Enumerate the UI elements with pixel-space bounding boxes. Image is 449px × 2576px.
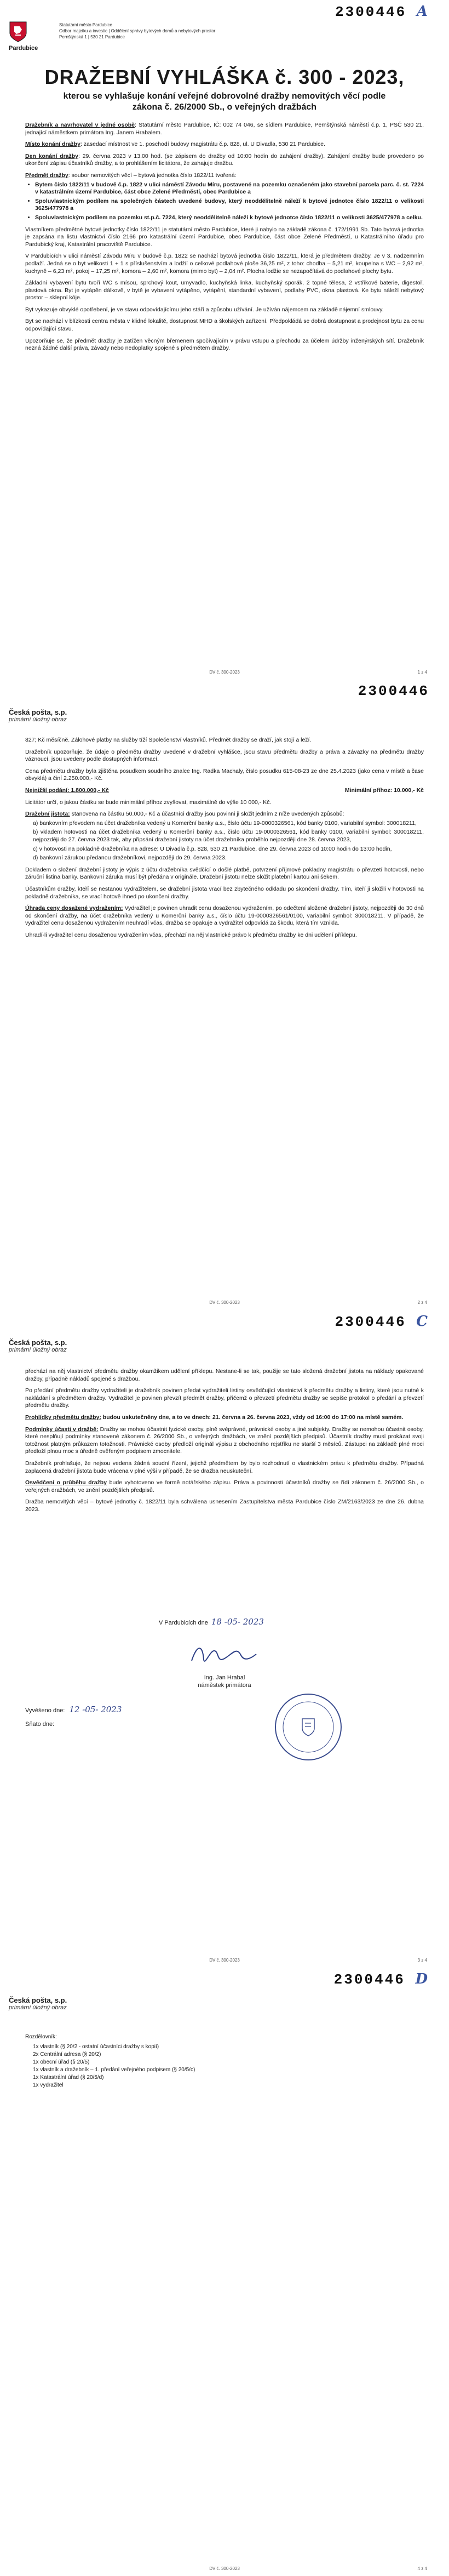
list-item: 1x Katastrální úřad (§ 20/5/d) — [33, 2075, 104, 2081]
page-number: 2300446 D — [333, 1971, 429, 1988]
footer-page-count: 4 z 4 — [417, 2566, 427, 2571]
paragraph-odhad: Dražebník upozorňuje, že údaje o předmětu dražby uvedené v dražební vyhlášce, jsou stavu předmětu dražby a práva a závazky na předmětu dražby váznoucí, jsou uvedeny podle dostupných informací. — [25, 748, 424, 763]
document-page-3 — [0, 1310, 449, 1968]
footer-page-count: 1 z 4 — [417, 670, 427, 675]
page-4-body — [25, 2033, 424, 2089]
minimalni-prihoz: Minimální příhoz: 10.000,- Kč — [344, 787, 424, 794]
list-item: 2x Centrální adresa (§ 20/2) — [33, 2051, 101, 2058]
paragraph-podminky: Podmínky účasti v dražbě: Dražby se mohou účastnit fyzické osoby, plně svéprávné, právnické osoby a jiné subjekty. Dražby se nemohou účastnit osoby, které nesplňují podmínky stanovené zákonem č. 26/2000 Sb., o veřejných dražbách, ve znění pozdějších předpisů. Účastník dražby musí prokázat svoji totožnost platným průkazem totožnosti. Právnické osoby předloží originál výpisu z obchodního rejstříku ne starší 3 měsíců. Zástupci na základě plné moci předloží plnou moc s úředně ověřeným podpisem zmocnitele. — [25, 1426, 424, 1455]
header-line: Statutární město Pardubice — [59, 22, 112, 27]
paragraph-vraceni: Účastníkům dražby, kteří se nestanou vydražitelem, se dražební jistota vrací bez zbytečného odkladu po skončení dražby. Tím, kteří ji složili v hotovosti na pokladně dražebníka, se vrací hotově ihned po ukončení dražby. — [25, 885, 424, 900]
footer-doc-id: DV č. 300-2023 — [209, 1958, 240, 1963]
paragraph-zmena: Uhradí-li vydražitel cenu dosaženou vydražením včas, přechází na něj vlastnické právo k předmětu dražby ke dni udělení příklepu. — [25, 931, 357, 938]
paragraph-jistota: Dražební jistota: stanovena na částku 50.000,- Kč a účastníci dražby jsou povinni ji složit jedním z níže uvedených způsobů: — [25, 811, 344, 818]
city-coat-of-arms-icon — [9, 21, 27, 43]
paragraph-licitator: Licitátor určí, o jakou částku se bude minimální příhoz zvyšovat, maximálně do výše 10 000,- Kč. — [25, 799, 272, 806]
paragraph-predmet: Předmět dražby: soubor nemovitých věcí – bytová jednotka číslo 1822/11 tvořená: — [25, 172, 237, 179]
page-number: 2300446 — [358, 683, 429, 699]
page-number-mark: C — [416, 1313, 429, 1330]
paragraph-prechod: přechází na něj vlastnictví předmětu dražby okamžikem udělení příklepu. Nestane-li se tak, použije se tato složená dražební jistota na náklady opakované dražby, případně nákladů spojené s dražbou. — [25, 1368, 424, 1382]
page-1-body — [25, 122, 424, 357]
posted-line: Vyvěšeno dne: 12 -05- 2023 — [25, 1705, 122, 1714]
company-subtitle: primární úložný obraz — [9, 716, 67, 723]
list-item: 1x obecní úřad (§ 20/5) — [33, 2059, 90, 2065]
list-item: b) vkladem hotovosti na účet dražebníka vedený u Komerční banky a.s., číslo účtu 19-0000326561, kód banky 0100, variabilní symbol: 300018211, nejpozději do 27. června 2023 tak, aby připsání dražební jistoty na účet dražebníka proběhlo nejpozději dne 28. června 2023, — [33, 829, 424, 843]
signature-date: 18 -05- 2023 — [211, 1617, 264, 1627]
list-item: 1x vlastník (§ 20/2 - ostatní účastníci dražby s kopií) — [33, 2044, 159, 2050]
org-name: Pardubice — [9, 45, 38, 52]
paragraph-stav: Byt vykazuje obvyklé opotřebení, je ve stavu odpovídajícímu jeho stáří a způsobu užívání. Je užíván nájemcem na základě nájemní smlouvy. — [25, 306, 384, 313]
posted-date: 12 -05- 2023 — [69, 1705, 122, 1714]
list-item: 1x vydražitel — [33, 2082, 64, 2088]
company-name: Česká pošta, s.p. — [9, 1338, 67, 1347]
rozdelovnik-list — [25, 2043, 424, 2089]
signatory-title: náměstek primátora — [198, 1682, 251, 1689]
footer-page-count: 3 z 4 — [417, 1958, 427, 1963]
page-3-body — [25, 1368, 424, 1518]
paragraph-doklad: Dokladem o složení dražební jistoty je výpis z účtu dražebníka svědčící o došlé platbě, potvrzení příjmové pokladny magistrátu o převzetí hotovosti, nebo záruční listina banky. Bankovní záruka musí být předána v originále. Dražební jistotu nelze složit platební kartou ani šekem. — [25, 866, 424, 881]
document-page-1 — [0, 0, 449, 680]
post-header — [9, 1338, 67, 1353]
paragraph-osvedceni: Osvědčení o průběhu dražby bude vyhotoveno ve formě notářského zápisu. Práva a povinnosti účastníků dražby se řídí zákonem č. 26/2000 Sb., o veřejných dražbách, ve znění pozdějších předpisů. — [25, 1479, 424, 1494]
page-number-mark: A — [416, 3, 429, 20]
paragraph-cena: Cena předmětu dražby byla zjištěna posudkem soudního znalce Ing. Radka Machaly, číslo posudku 615-08-23 ze dne 25.4.2023 (jako cena v místě a čase obvyklá) a činí 2.250.000,- Kč. — [25, 767, 424, 782]
paragraph-podani — [25, 787, 424, 795]
footer-doc-id: DV č. 300-2023 — [209, 670, 240, 675]
list-item: c) v hotovosti na pokladně dražebníka na adrese: U Divadla č.p. 828, 530 21 Pardubice, dne 29. června 2023 od 10:00 hodin do 13:00 hodin, — [33, 845, 392, 852]
company-name: Česká pošta, s.p. — [9, 1996, 67, 2004]
paragraph-zakladni: Základní vybavení bytu tvoří WC s mísou, sprchový kout, umyvadlo, kuchyňská linka, kuchyňský sporák, 2 topné tělesa, 2 vstřikové baterie, digestoř, plastová okna. Byt je vytápěn dálkově, v bytě je vybavení vytápěno, vytápění, standardní vybavení, podlahy PVC, okna plastová. Ke bytu náleží nebytový prostor – sklepní kóje. — [25, 280, 424, 301]
header-line: Odbor majetku a investic | Oddělení správy bytových domů a nebytových prostor — [59, 29, 216, 33]
place-date-line: V Pardubicích dne 18 -05- 2023 — [159, 1617, 264, 1627]
company-subtitle: primární úložný obraz — [9, 2004, 67, 2011]
post-header — [9, 708, 67, 723]
page-number: 2300446 A — [335, 3, 429, 20]
paragraph-bydleni: Byt se nachází v blízkosti centra města v klidné lokalitě, dostupnost MHD a školských zařízení. Předpokládá se dobrá dostupnost a prodejnost bytu za cenu odpovídající stavu. — [25, 318, 424, 333]
header-address — [59, 22, 215, 40]
footer-doc-id: DV č. 300-2023 — [209, 1300, 240, 1305]
post-header — [9, 1996, 67, 2011]
paragraph-misto: Místo konání dražby: zasedací místnost ve 1. poschodí budovy magistrátu č.p. 828, ul. U Divadla, 530 21 Pardubice. — [25, 141, 326, 148]
removed-line: Sňato dne: — [25, 1721, 55, 1728]
paragraph-predani: Po předání předmětu dražby vydražiteli je dražebník povinen předat vydražiteli listiny osvědčující vlastnictví k předmětu dražby a listiny, které jsou nutné k nakládání s předmětem dražby. Vydražitel je povinen převzít předmět dražby, přičemž o převzetí předmětu dražby se sepíše protokol o předání a převzetí předmětu dražby. — [25, 1387, 424, 1409]
handwritten-signature — [186, 1639, 263, 1672]
page-number-mark: D — [415, 1971, 429, 1987]
list-item: a) bankovním převodem na účet dražebníka vedený u Komerční banky a.s., číslo účtu 19-0000326561, kód banky 0100, variabilní symbol: 300018211, — [33, 819, 417, 827]
document-subtitle: kterou se vyhlašuje konání veřejné dobrovolné dražby nemovitých věcí podle zákona č. 26/2000 Sb., o veřejných dražbách — [63, 92, 386, 112]
paragraph-popis: V Pardubicích v ulici náměstí Závodu Míru v budově č.p. 1822 se nachází bytová jednotka číslo 1822/11, která je předmětem dražby. Je v 3. nadzemním podlaží. Jedná se o byt velikosti 1 + 1 s příslušenstvím a lodžií o celkové podlahové ploše 36,25 m², z toho: chodba – 5,21 m², koupelna s WC – 2,92 m², kuchyně – 6,23 m², pokoj – 17,25 m², komora – 2,60 m², komora (mimo byt) – 2,04 m². Plocha lodžie se nezapočítává do podlahové plochy bytu. — [25, 253, 424, 275]
footer-doc-id: DV č. 300-2023 — [209, 2566, 240, 2571]
footer-page-count: 2 z 4 — [417, 1300, 427, 1305]
official-round-stamp — [275, 1694, 342, 1760]
nejnizsi-podani: Nejnižší podání: 1.800.000,- Kč — [25, 787, 109, 794]
paragraph-vlastnik: Vlastníkem předmětné bytové jednotky číslo 1822/11 je statutární město Pardubice, které ji nabylo na základě zákona č. 172/1991 Sb. Tato bytová jednotka je zapsána na listu vlastnictví číslo 2166 pro katastrální území Pardubice, obec Pardubice, část obce Zelené Předměstí, u Katastrálního úřadu pro Pardubický kraj, Katastrální pracoviště Pardubice. — [25, 226, 424, 248]
signatory — [181, 1674, 268, 1689]
company-subtitle: primární úložný obraz — [9, 1347, 67, 1353]
paragraph-uhrada: Úhrada ceny dosažené vydražením: Vydražitel je povinen uhradit cenu dosaženou vydražením, po odečtení složené dražební jistoty, nejpozději do 30 dnů od skončení dražby, na účet dražebníka vedený u Komerční banky a.s., číslo účtu 19-0000326561/0100, variabilní symbol: 300018211. V případě, že vydražitel cenu dosaženou vydražením neuhradí včas, dražba se opakuje a vydražitel odpovídá za škodu, která tím vznikla. — [25, 905, 424, 927]
paragraph-prohlidka: Prohlídky předmětu dražby: budou uskutečněny dne, a to ve dnech: 21. června a 26. června 2023, vždy od 16:00 do 17:00 na místě samém. — [25, 1414, 404, 1421]
jistota-list — [25, 820, 424, 862]
paragraph-usneseni: Dražba nemovitých věcí – bytové jednotky č. 1822/11 byla schválena usnesením Zastupitelstva města Pardubice číslo ZM/2163/2023 ze dne 26. dubna 2023. — [25, 1498, 424, 1513]
paragraph-vyporadani: Dražebník prohlašuje, že nejsou vedena žádná soudní řízení, jejichž předmětem by bylo rozhodnutí o vlastnickém právu k předmětu dražby. Případná zaplacená dražební jistota bude vrácena v plné výši v případě, že se dražba neuskuteční. — [25, 1460, 424, 1474]
document-page-2 — [0, 680, 449, 1310]
paragraph-upozorneni: Upozorňuje se, že předmět dražby je zatížen věcným břemenem spočívajícím v právu vstupu a přechodu za účelem údržby inženýrských sítí. Dražebník nezná žádné další práva, závady nebo nedoplatky spojené s předmětem dražby. — [25, 337, 424, 352]
list-item: • Spoluvlastnickým podílem na pozemku st.p.č. 7224, který neoddělitelně náleží k bytové jednotce číslo 1822/11 o velikosti 3625/477978 a celku. — [35, 214, 424, 222]
list-item: 1x vlastník a dražebník – 1. předání veřejného podpisem (§ 20/5/c) — [33, 2067, 195, 2073]
predmet-list — [25, 181, 424, 222]
page-2-body — [25, 737, 424, 943]
paragraph-prohlidky: 827; Kč měsíčně. Zálohové platby na služby tíží Společenství vlastníků. Předmět dražby se draží, jak stojí a leží. — [25, 737, 312, 743]
document-title: DRAŽEBNÍ VYHLÁŠKA č. 300 - 2023, — [44, 66, 405, 88]
paragraph-drazebnik: Dražebník a navrhovatel v jedné osobě: Statutární město Pardubice, IČ: 002 74 046, se sídlem Pardubice, Pernštýnská náměstí č.p. 1, PSČ 530 21, jednající náměstkem primátora Ing. Janem Hrabalem. — [25, 122, 424, 136]
list-item: d) bankovní zárukou předanou dražebníkovi, nejpozději do 29. června 2023. — [33, 854, 227, 862]
document-page-4 — [0, 1968, 449, 2576]
company-name: Česká pošta, s.p. — [9, 708, 67, 716]
rozdelovnik-label: Rozdělovník: — [25, 2034, 57, 2040]
paragraph-den: Den konání dražby: 29. června 2023 v 13.00 hod. (se zápisem do dražby od 10:00 hodin do zahájení dražby). Zahájení dražby bude provedeno po ukončení zápisu účastníků dražby, a to prohlášením licitátora, že zahajuje dražbu. — [25, 152, 424, 167]
page-number: 2300446 C — [335, 1313, 429, 1330]
signatory-name: Ing. Jan Hrabal — [204, 1674, 245, 1681]
list-item: • Spoluvlastnickým podílem na společných částech uvedené budovy, který neoddělitelně náleží k bytové jednotce číslo 1822/11 o velikosti 3625/477978 a — [35, 198, 424, 213]
header-line: Pernštýnská 1 | 530 21 Pardubice — [59, 35, 125, 39]
list-item: • Bytem číslo 1822/11 v budově č.p. 1822 v ulici náměstí Závodu Míru, postavené na pozemku označeném jako stavební parcela parc. č. st. 7224 v katastrálním území Pardubice, část obce Zelené Předměstí, obec Pardubice a — [35, 181, 424, 196]
